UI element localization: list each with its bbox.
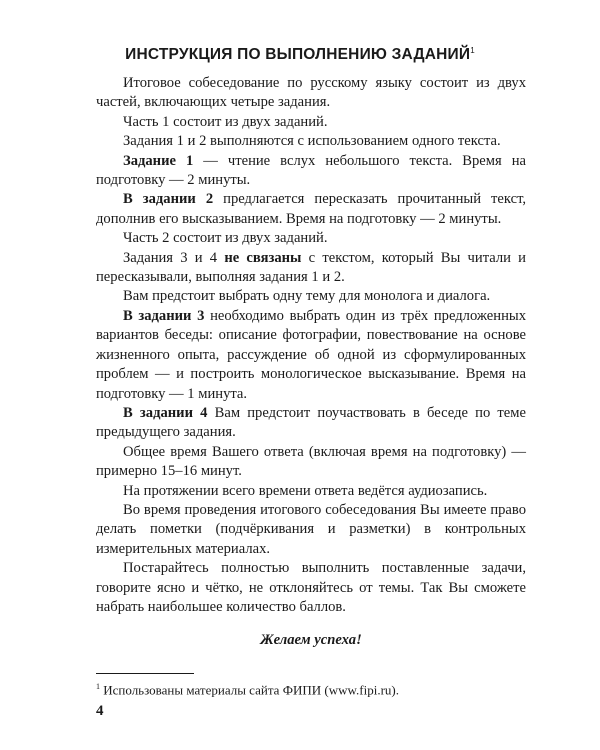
task-3-text: необходимо выбрать один из трёх предложенных вариантов беседы: описание фотографии, повествование на основе жизненного опыта, рассуждение об одной из сформулированных проблем — и построить монологическое высказывание. Время на подготовку — 1 минута. (96, 307, 526, 402)
footnote-text: Использованы материалы сайта ФИПИ (www.fipi.ru). (100, 682, 399, 698)
paragraph-5 (96, 190, 526, 229)
paragraph-8: Вам предстоит выбрать одну тему для монолога и диалога. (123, 288, 491, 305)
page-title (0, 46, 600, 64)
task-1-text: — чтение вслух небольшого текста. Время на подготовку — 2 минуты. (96, 152, 527, 189)
not-related-emphasis: не связаны (224, 249, 302, 266)
paragraph-1: Итоговое собеседование по русскому языку состоит из двух частей, включающих четыре задания. (96, 75, 526, 111)
page-number: 4 (96, 703, 104, 719)
footnote-mark: 1 (96, 682, 100, 691)
paragraph-4 (96, 152, 526, 191)
tasks-3-4-start: Задания 3 и 4 (123, 249, 225, 266)
title-text: ИНСТРУКЦИЯ ПО ВЫПОЛНЕНИЮ ЗАДАНИЙ (125, 46, 471, 64)
task-3-label: В задании 3 (123, 307, 205, 324)
tasks-3-4-end: с текстом, который Вы читали и пересказывали, выполняя задания 1 и 2. (96, 249, 526, 286)
footnote-divider (96, 673, 194, 674)
paragraph-6: Часть 2 состоит из двух заданий. (123, 230, 328, 247)
task-2-label: В задании 2 (123, 191, 214, 208)
paragraph-7 (96, 249, 526, 288)
task-2-text: предлагается пересказать прочитанный текст, дополнив его высказыванием. Время на подготовку — 2 минуты. (96, 191, 526, 227)
task-1-label: Задание 1 (123, 152, 194, 169)
paragraph-9 (96, 307, 526, 404)
paragraph-11: Общее время Вашего ответа (включая время на подготовку) — примерно 15–16 минут. (96, 443, 526, 480)
paragraph-10 (96, 404, 526, 443)
footnote (96, 682, 399, 698)
paragraph-2: Часть 1 состоит из двух заданий. (123, 113, 328, 130)
task-4-label: В задании 4 (123, 404, 208, 421)
task-4-text: Вам предстоит поучаствовать в беседе по теме предыдущего задания. (96, 404, 526, 441)
paragraph-14: Постарайтесь полностью выполнить поставленные задачи, говорите ясно и чётко, не отклоняйтесь от темы. Так Вы сможете набрать наибольшее количество баллов. (96, 560, 526, 615)
title-footnote-mark: 1 (470, 46, 475, 55)
good-luck-wish: Желаем успеха! (260, 632, 362, 649)
instructions-body (96, 74, 526, 651)
paragraph-3: Задания 1 и 2 выполняются с использованием одного текста. (123, 133, 501, 150)
paragraph-13: Во время проведения итогового собеседования Вы имеете право делать пометки (подчёркивания и разметки) в контрольных измерительных материалах. (96, 501, 526, 557)
paragraph-12: На протяжении всего времени ответа ведётся аудиозапись. (123, 482, 488, 499)
